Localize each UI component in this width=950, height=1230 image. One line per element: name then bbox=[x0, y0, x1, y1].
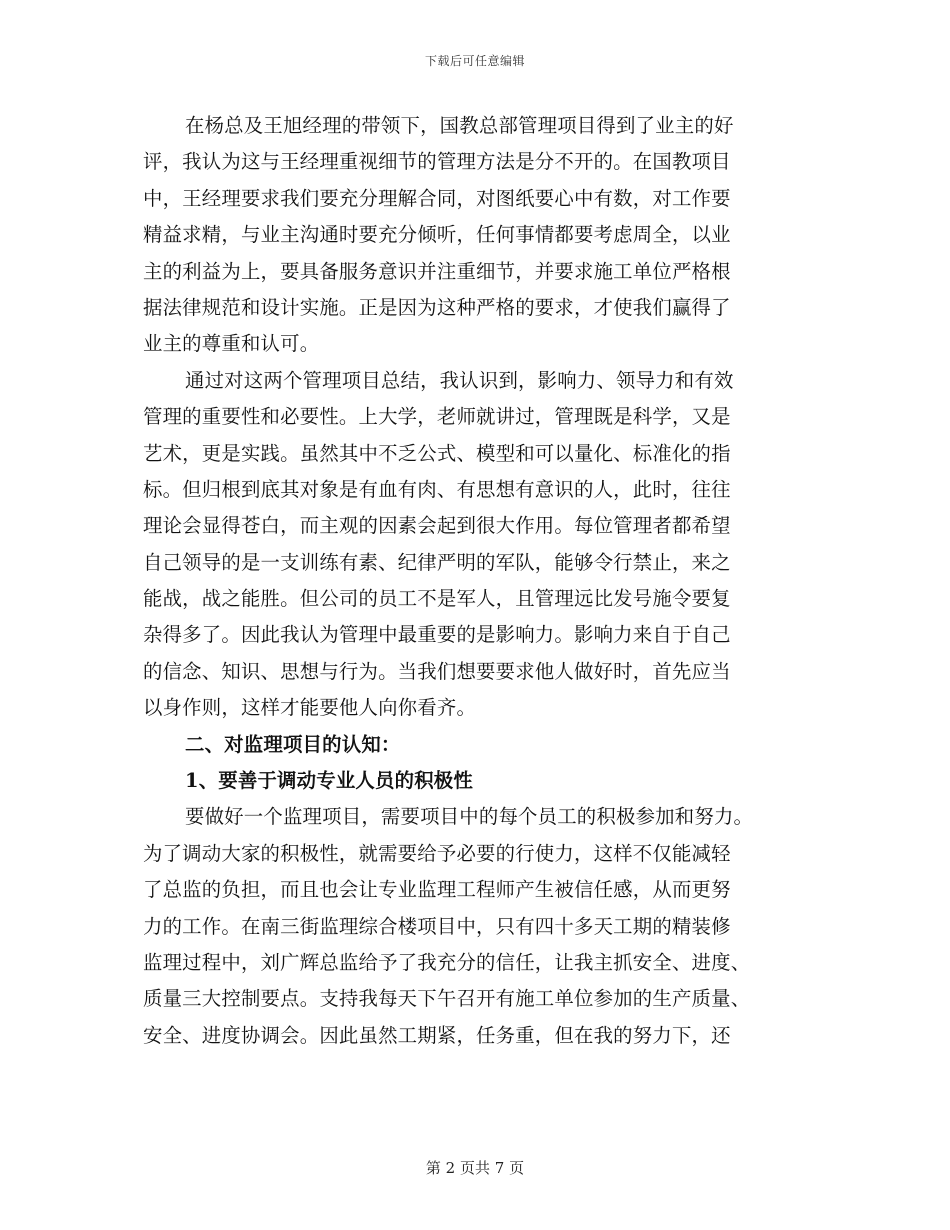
text-line: 主的利益为上，要具备服务意识并注重细节，并要求施工单位严格根 bbox=[143, 259, 731, 283]
text-line: 自己领导的是一支训练有素、纪律严明的军队，能够令行禁止，来之 bbox=[143, 550, 731, 574]
text-line: 通过对这两个管理项目总结，我认识到，影响力、领导力和有效 bbox=[185, 368, 734, 392]
text-line: 安全、进度协调会。因此虽然工期紧，任务重，但在我的努力下，还 bbox=[143, 1023, 731, 1047]
text-line: 杂得多了。因此我认为管理中最重要的是影响力。影响力来自于自己 bbox=[143, 623, 731, 647]
page-footer: 第 2 页共 7 页 bbox=[425, 1159, 525, 1177]
page-header: 下载后可任意编辑 bbox=[424, 54, 525, 68]
text-line: 为了调动大家的积极性，就需要给予必要的行使力，这样不仅能减轻 bbox=[143, 841, 731, 865]
section-heading-line: 1、要善于调动专业人员的积极性 bbox=[185, 769, 473, 793]
text-line: 据法律规范和设计实施。正是因为这种严格的要求，才使我们赢得了 bbox=[143, 295, 731, 319]
text-line: 艺术，更是实践。虽然其中不乏公式、模型和可以量化、标准化的指 bbox=[143, 441, 731, 465]
text-line: 质量三大控制要点。支持我每天下午召开有施工单位参加的生产质量、 bbox=[143, 987, 751, 1011]
text-line: 了总监的负担，而且也会让专业监理工程师产生被信任感，从而更努 bbox=[143, 878, 731, 902]
document-body bbox=[143, 108, 803, 1054]
text-line: 中，王经理要求我们要充分理解合同，对图纸要心中有数，对工作要 bbox=[143, 186, 731, 210]
text-line: 力的工作。在南三街监理综合楼项目中，只有四十多天工期的精装修 bbox=[143, 914, 731, 938]
text-line: 以身作则，这样才能要他人向你看齐。 bbox=[143, 696, 477, 720]
text-line: 的信念、知识、思想与行为。当我们想要要求他人做好时，首先应当 bbox=[143, 659, 731, 683]
text-line: 业主的尊重和认可。 bbox=[143, 332, 320, 356]
text-line: 理论会显得苍白，而主观的因素会起到很大作用。每位管理者都希望 bbox=[143, 514, 731, 538]
text-line: 评，我认为这与王经理重视细节的管理方法是分不开的。在国教项目 bbox=[143, 150, 731, 174]
text-line: 精益求精，与业主沟通时要充分倾听，任何事情都要考虑周全，以业 bbox=[143, 223, 731, 247]
text-line: 能战，战之能胜。但公司的员工不是军人，且管理远比发号施令要复 bbox=[143, 587, 731, 611]
text-line: 标。但归根到底其对象是有血有肉、有思想有意识的人，此时，往往 bbox=[143, 477, 731, 501]
text-line: 管理的重要性和必要性。上大学，老师就讲过，管理既是科学，又是 bbox=[143, 405, 731, 429]
text-line: 要做好一个监理项目，需要项目中的每个员工的积极参加和努力。 bbox=[185, 805, 754, 829]
section-heading-line: 二、对监理项目的认知： bbox=[185, 732, 401, 756]
text-line: 监理过程中，刘广辉总监给予了我充分的信任，让我主抓安全、进度、 bbox=[143, 950, 751, 974]
text-line: 在杨总及王旭经理的带领下，国教总部管理项目得到了业主的好 bbox=[185, 114, 734, 137]
